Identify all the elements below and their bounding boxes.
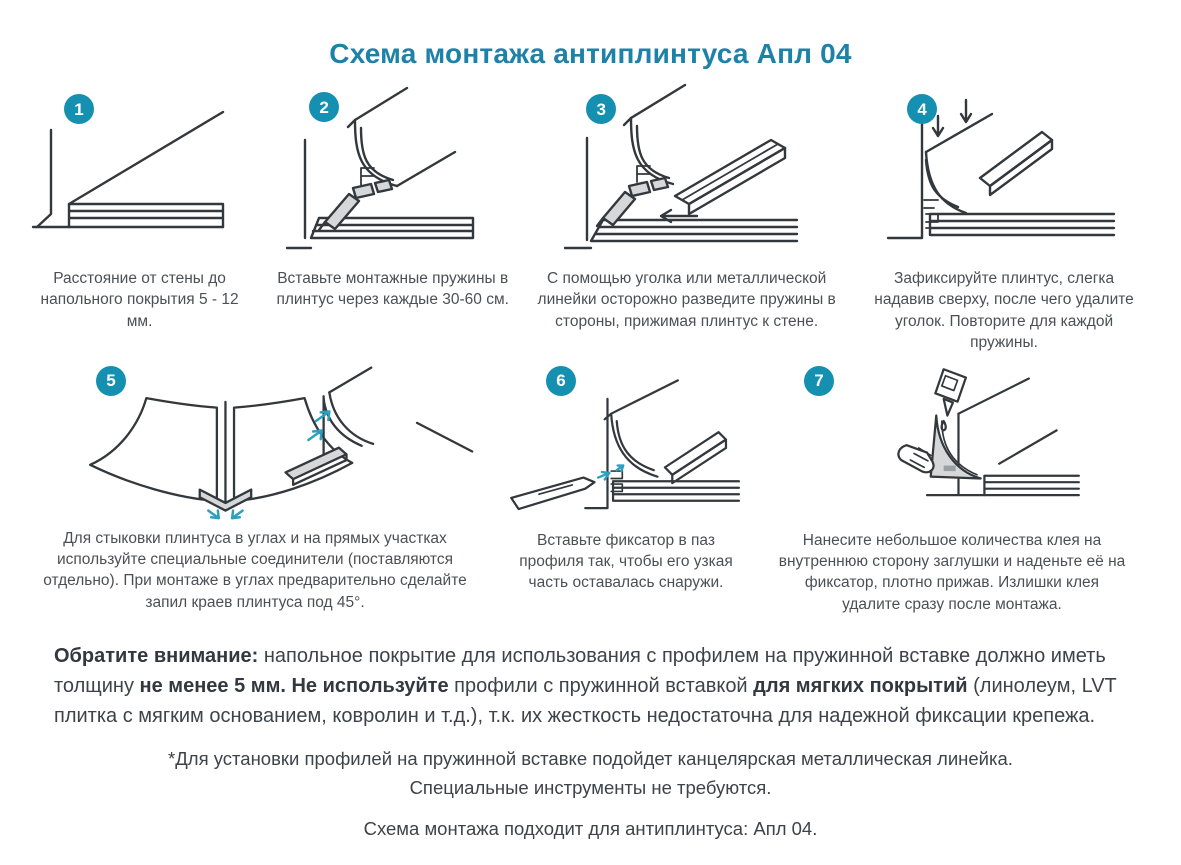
step-6-illustration: [486, 360, 766, 522]
wall-line: [585, 398, 607, 507]
steps-row-1: [0, 80, 1181, 354]
wall-line: [888, 124, 922, 238]
note-text: напольное покрытие для использования с профилем на пружинной вставке должно иметь толщину: [54, 645, 1106, 697]
floor-covering: [69, 204, 223, 227]
step-2: [259, 80, 526, 311]
note-bold-soft-coverings: для мягких покрытий: [753, 675, 968, 697]
floor-covering: [984, 475, 1078, 494]
wall-line: [37, 130, 51, 227]
step-3: [526, 80, 847, 332]
step-7-caption: Нанесите небольшое количества клея на внутреннюю сторону заглушки и наденьте её на фиксатор, плотно прижав. Излишки клея удалите сразу после монтажа.: [778, 531, 1126, 613]
attention-note: [54, 641, 1127, 731]
perspective-edge: [631, 85, 685, 118]
note-text: (линолеум, LVT плитка с мягким основанием, ковролин и т.д.), т.к. их жесткость недостаточна для надежной фиксации крепежа.: [54, 675, 1117, 727]
step-number-badge: 4: [907, 94, 937, 124]
step-1-diagram: [20, 80, 259, 258]
fixator-wedge: [511, 477, 594, 508]
step-2-caption: Вставьте монтажные пружины в плинтус через каждые 30-60 см.: [276, 270, 509, 309]
step-4-caption: Зафиксируйте плинтус, слегка надавив сверху, после чего удалите уголок. Повторите для каждой пружины.: [874, 270, 1134, 352]
insert-arrow-icon: [208, 510, 218, 518]
end-cap: [931, 415, 981, 478]
compatibility-line: Схема монтажа подходит для антиплинтуса: Апл 04.: [363, 818, 818, 840]
left-profile-piece: [90, 398, 217, 501]
step-1-caption: Расстояние от стены до напольного покрытия 5 - 12 мм.: [40, 270, 239, 330]
insert-arrow-icon: [232, 510, 242, 518]
corner-ruler-tool: [980, 132, 1052, 195]
step-4: [847, 80, 1161, 354]
step-4-diagram: [847, 80, 1161, 258]
steps-row-2: [0, 360, 1181, 616]
page-title: Схема монтажа антиплинтуса Апл 04: [329, 38, 852, 69]
step-1-illustration: [27, 80, 252, 250]
note-bold-thickness: не менее 5 мм. Не используйте: [139, 675, 449, 697]
step-number-badge: 1: [64, 94, 94, 124]
profile-cross-section: [605, 413, 658, 491]
corner-ruler-tool: [675, 140, 785, 214]
step-5-caption: Для стыковки плинтуса в углах и на прямых участках используйте специальные соединители (поставляются отдельно). При монтаже в углах предварительно сделайте запил краев плинтуса под 45°.: [43, 529, 467, 611]
straight-profile-piece: [324, 367, 473, 455]
floor-covering: [613, 481, 739, 500]
step-7: [762, 360, 1142, 616]
step-5: [20, 360, 490, 614]
step-3-diagram: [526, 80, 847, 258]
step-number-badge: 6: [546, 366, 576, 396]
installation-scheme-page: [0, 38, 1181, 865]
step-number-badge: 3: [586, 94, 616, 124]
floor-covering: [930, 214, 1114, 235]
press-down-arrow-icon: [933, 116, 943, 136]
step-4-illustration: [864, 80, 1144, 260]
step-7-diagram: [762, 360, 1142, 522]
step-6: [490, 360, 762, 594]
press-down-arrow-icon: [961, 100, 971, 122]
step-7-illustration: [807, 360, 1097, 522]
step-5-diagram: [20, 360, 490, 522]
perspective-edge: [69, 112, 223, 204]
footnote-line-2: Специальные инструменты не требуются.: [409, 776, 772, 798]
step-number-badge: 7: [804, 366, 834, 396]
floor-covering: [591, 220, 797, 241]
tools-footnote: [0, 745, 1181, 802]
step-2-diagram: [259, 80, 526, 258]
glue-bottle-icon: [935, 369, 966, 430]
mounting-springs: [353, 180, 392, 198]
note-text: профили с пружинной вставкой: [448, 675, 754, 697]
step-6-caption: Вставьте фиксатор в паз профиля так, чтобы его узкая часть оставалась снаружи.: [519, 531, 733, 592]
perspective-edge: [958, 378, 1056, 463]
profile-cross-section: [624, 118, 673, 184]
note-bold-lead: Обратите внимание:: [54, 645, 259, 667]
perspective-edge: [611, 380, 678, 413]
corner-ruler-tool: [665, 432, 726, 483]
step-number-badge: 2: [309, 92, 339, 122]
step-6-diagram: [490, 360, 762, 522]
profile-cross-section: [348, 120, 397, 186]
wall-line: [287, 140, 311, 248]
step-3-caption: С помощью уголка или металлической линейки осторожно разведите пружины в стороны, прижимая плинтус к стене.: [537, 270, 836, 330]
step-number-badge: 5: [96, 366, 126, 396]
step-1: [20, 80, 259, 332]
wall-line: [565, 138, 591, 248]
footnote-line-1: *Для установки профилей на пружинной вставке подойдет канцелярская металлическая линейка.: [168, 748, 1013, 769]
step-5-illustration: [25, 360, 485, 522]
hand-icon: [898, 445, 933, 472]
